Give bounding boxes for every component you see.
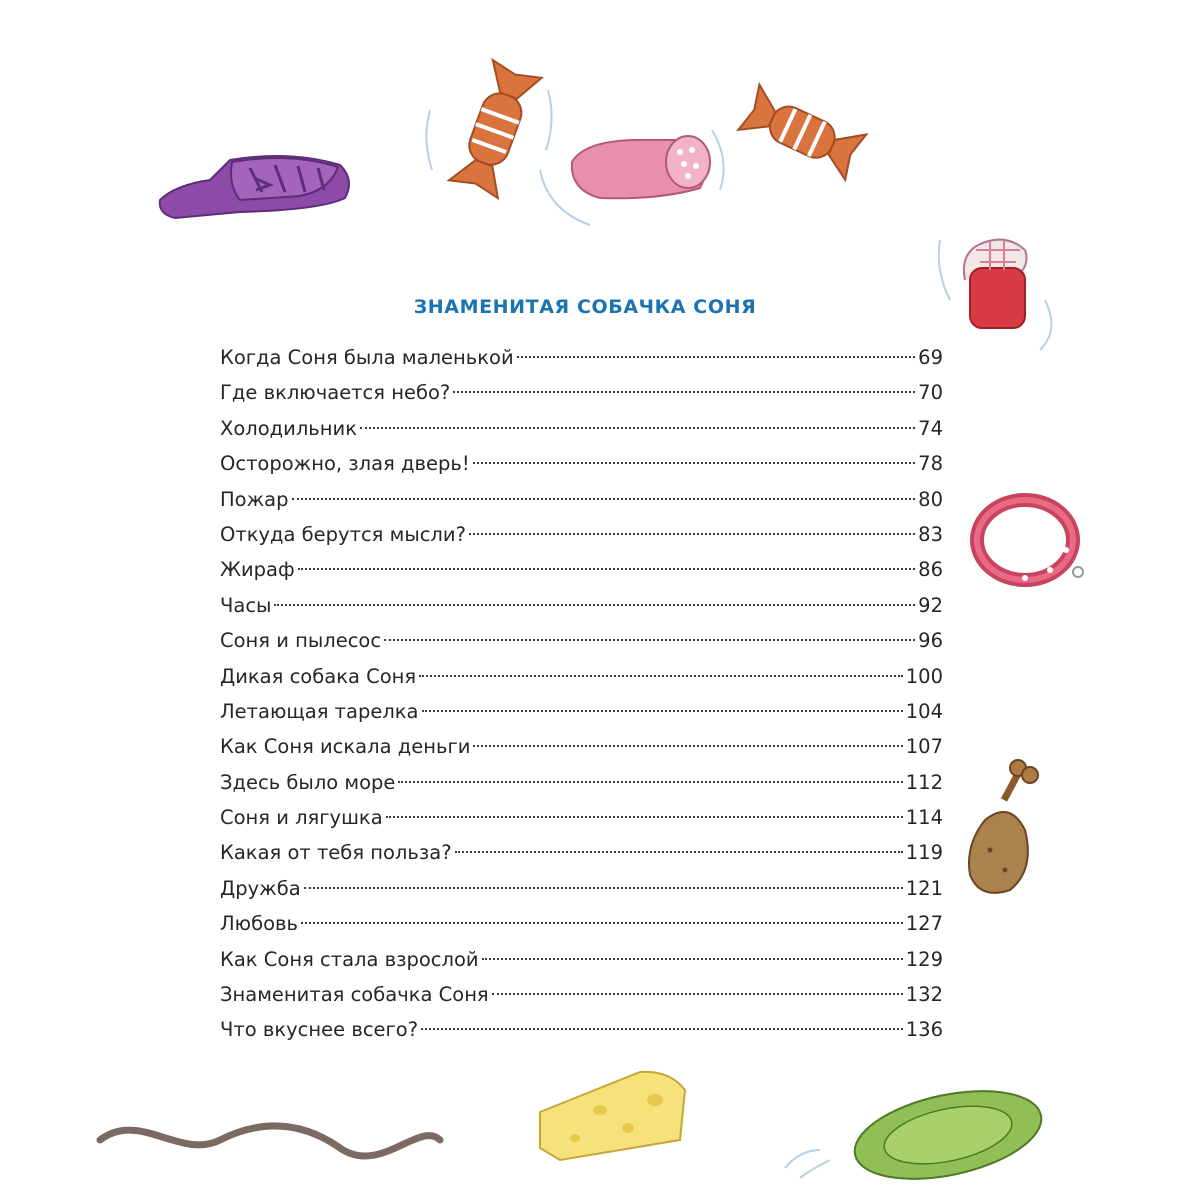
toc-entry[interactable]	[220, 942, 943, 977]
toc-entry-title: Холодильник	[220, 416, 357, 440]
dot-leader	[455, 851, 903, 853]
toc-entry-title: Знаменитая собачка Соня	[220, 983, 489, 1007]
cheese-illustration	[540, 1072, 685, 1160]
toc-entry[interactable]	[220, 623, 943, 658]
toc-entry-page: 78	[918, 452, 943, 476]
toc-entry-title: Как Соня искала деньги	[220, 735, 471, 759]
toc-entry-page: 114	[905, 806, 943, 830]
toc-entry[interactable]	[220, 694, 943, 729]
section-title: ЗНАМЕНИТАЯ СОБАЧКА СОНЯ	[413, 296, 757, 318]
toc-entry[interactable]	[220, 871, 943, 906]
dot-leader	[419, 675, 903, 677]
toc-entry-title: Откуда берутся мысли?	[220, 522, 466, 546]
toc-entry-page: 69	[918, 346, 943, 369]
toc-entry[interactable]	[220, 340, 943, 375]
toc-entry[interactable]	[220, 835, 943, 870]
toc-entry[interactable]	[220, 482, 943, 517]
toc-entry[interactable]	[220, 1012, 943, 1047]
dog-collar-illustration	[977, 500, 1083, 581]
toc-entry-title: Летающая тарелка	[220, 699, 419, 723]
toc-entry[interactable]	[220, 517, 943, 552]
toc-entry-page: 86	[918, 558, 943, 582]
toc-entry[interactable]	[220, 552, 943, 587]
toc-entry-page: 107	[905, 735, 943, 759]
dot-leader	[482, 958, 903, 960]
toc-entry[interactable]	[220, 800, 943, 835]
toc-entry-title: Как Соня стала взрослой	[220, 947, 479, 971]
toc-entry-page: 92	[918, 593, 943, 617]
chicken-leg-illustration	[969, 760, 1038, 893]
toc-entry-title: Жираф	[220, 558, 295, 582]
dot-leader	[473, 462, 915, 464]
toc-entry-page: 112	[905, 770, 943, 794]
toc-entry[interactable]	[220, 659, 943, 694]
toc-entry[interactable]	[220, 765, 943, 800]
dot-leader	[386, 816, 903, 818]
toc-entry-page: 119	[905, 841, 943, 865]
candy-illustration-2	[738, 85, 866, 180]
toc-entry-page: 74	[918, 416, 943, 440]
dot-leader	[492, 993, 903, 995]
toc-entry-title: Где включается небо?	[220, 381, 451, 405]
toc-entry-page: 127	[905, 912, 943, 936]
toc-entry-title: Пожар	[220, 487, 289, 511]
toc-entry-title: Любовь	[220, 912, 299, 936]
toc-entry-page: 96	[918, 629, 943, 653]
toc-entry[interactable]	[220, 446, 943, 481]
toc-entry-page: 132	[905, 983, 943, 1007]
toc-entry-page: 136	[905, 1018, 943, 1042]
dot-leader	[421, 1028, 903, 1030]
dot-leader	[298, 568, 915, 570]
dot-leader	[473, 745, 902, 747]
toc-entry-title: Дружба	[220, 876, 301, 900]
toc-entry-page: 100	[905, 664, 943, 688]
dot-leader	[304, 887, 903, 889]
toc-entry-title: Когда Соня была маленькой	[220, 346, 514, 369]
toc-entry-page: 80	[918, 487, 943, 511]
jam-jar-illustration	[939, 240, 1052, 350]
toc-entry[interactable]	[220, 411, 943, 446]
toc-entry-page: 70	[918, 381, 943, 405]
dot-leader	[292, 498, 916, 500]
toc-entry-title: Соня и пылесос	[220, 629, 382, 653]
dot-leader	[274, 604, 915, 606]
dot-leader	[301, 922, 903, 924]
toc-entry-page: 121	[905, 876, 943, 900]
toc-entry-title: Здесь было море	[220, 770, 396, 794]
toc-entry-title: Что вкуснее всего?	[220, 1018, 419, 1042]
plate-illustration	[785, 1076, 1049, 1194]
toc-entry-title: Какая от тебя польза?	[220, 841, 452, 865]
dot-leader	[384, 639, 915, 641]
rope-illustration	[100, 1126, 440, 1156]
toc-entry-title: Соня и лягушка	[220, 806, 383, 830]
toc-entry[interactable]	[220, 729, 943, 764]
sausage-illustration	[540, 130, 724, 225]
slipper-illustration	[160, 156, 349, 218]
toc-entry[interactable]	[220, 906, 943, 941]
toc-entry-page: 129	[905, 947, 943, 971]
dot-leader	[360, 427, 915, 429]
toc-entry-title: Осторожно, злая дверь!	[220, 452, 470, 476]
dot-leader	[517, 356, 916, 358]
table-of-contents	[220, 340, 943, 1048]
toc-entry[interactable]	[220, 977, 943, 1012]
toc-entry[interactable]	[220, 375, 943, 410]
toc-entry-title: Дикая собака Соня	[220, 664, 417, 688]
toc-entry-title: Часы	[220, 593, 272, 617]
toc-entry[interactable]	[220, 588, 943, 623]
dot-leader	[469, 533, 915, 535]
dot-leader	[398, 781, 902, 783]
dot-leader	[422, 710, 903, 712]
dot-leader	[453, 391, 915, 393]
toc-entry-page: 83	[918, 522, 943, 546]
candy-illustration	[449, 60, 542, 198]
toc-entry-page: 104	[905, 699, 943, 723]
